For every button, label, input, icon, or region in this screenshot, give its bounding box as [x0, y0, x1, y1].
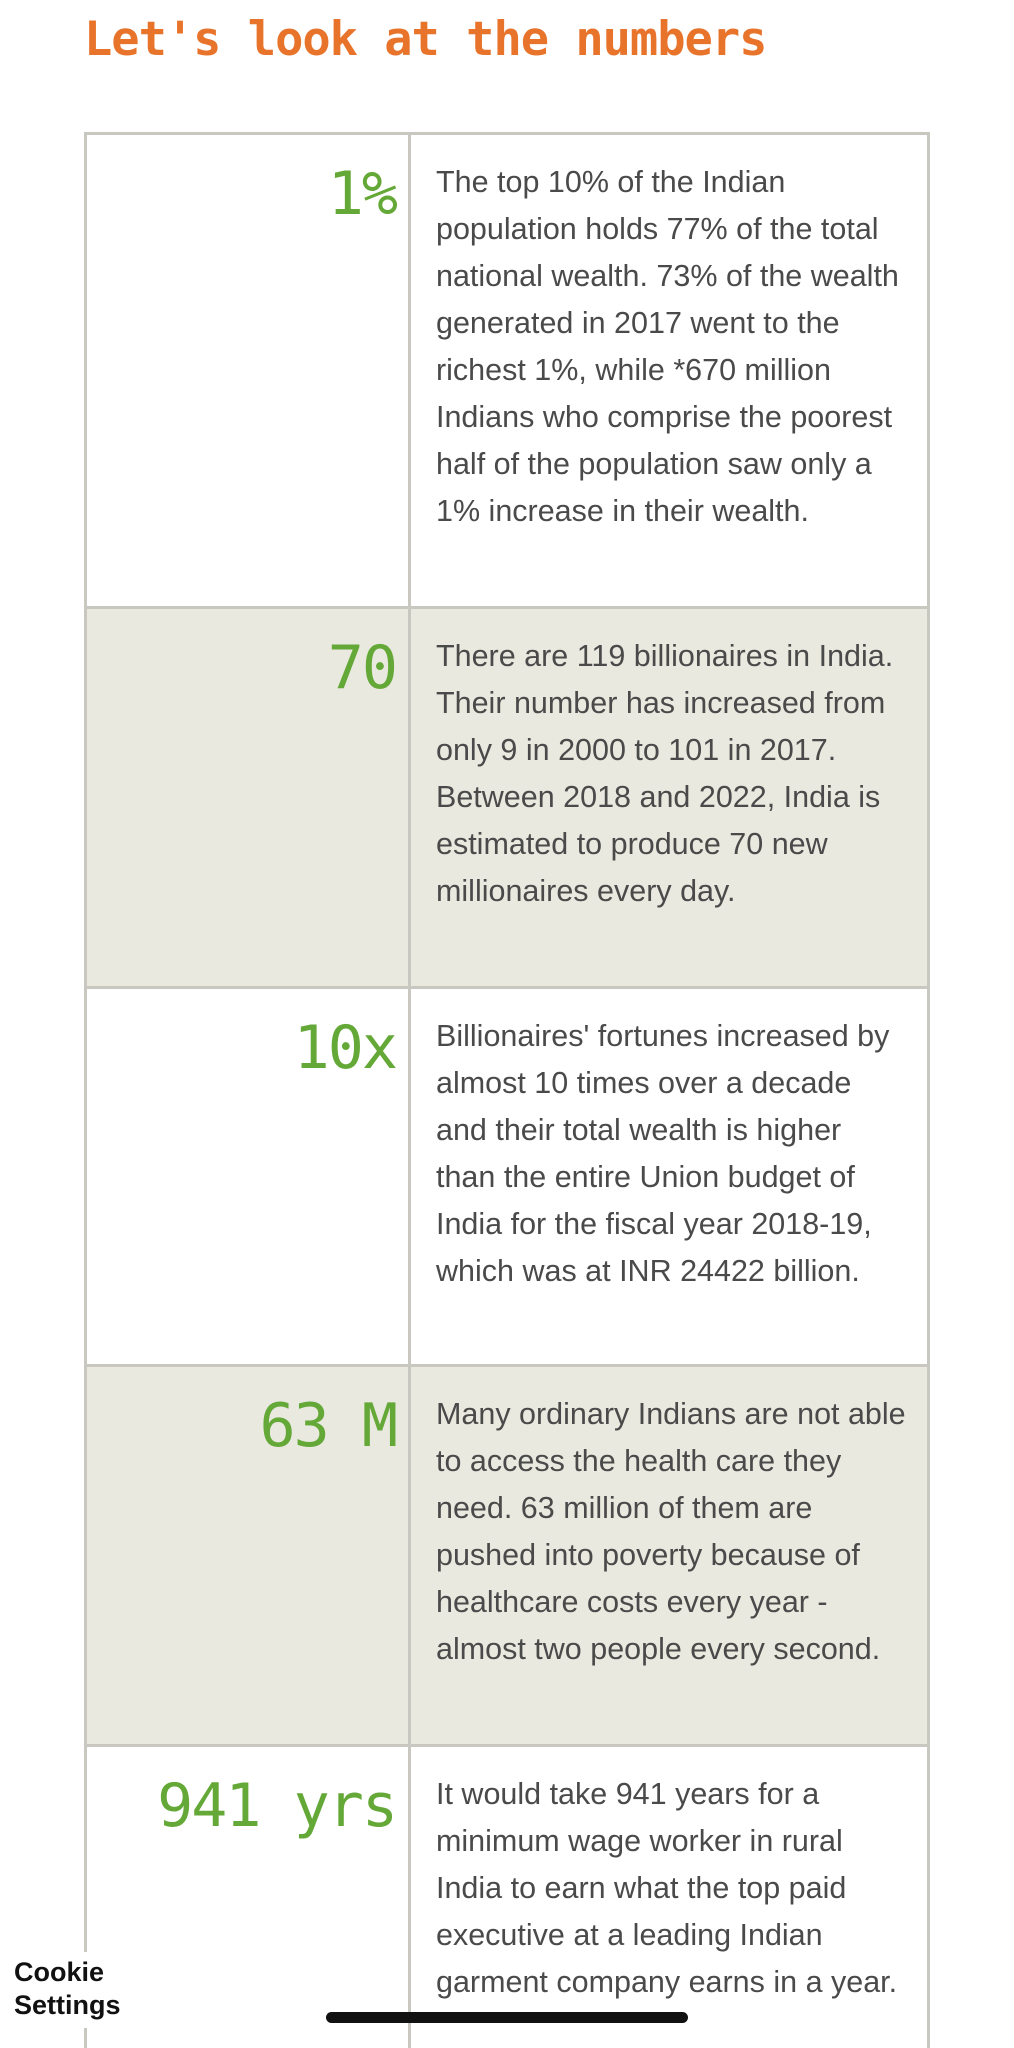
stat-description: Many ordinary Indians are not able to access the health care they need. 63 million of them are pushed into poverty because of healthcare costs every year - almost two people every second.: [436, 1397, 906, 1666]
stat-description: The top 10% of the Indian population holds 77% of the total national wealth. 73% of the wealth generated in 2017 went to the richest 1%, while *670 million Indians who comprise the poorest half of the population saw only a 1% increase in their wealth.: [436, 165, 899, 528]
stat-figure: 63 M: [259, 1391, 396, 1461]
column-divider: [408, 1367, 411, 1744]
stat-description: There are 119 billionaires in India. Their number has increased from only 9 in 2000 to 101 in 2017. Between 2018 and 2022, India is estimated to produce 70 new millionaires every day.: [436, 639, 894, 908]
stat-description: It would take 941 years for a minimum wage worker in rural India to earn what the top paid executive at a leading Indian garment company earns in a year.: [436, 1777, 898, 1999]
stat-row-2: [87, 609, 927, 989]
home-indicator[interactable]: [326, 2012, 688, 2023]
stat-figure: 10x: [293, 1013, 396, 1083]
column-divider: [408, 1747, 411, 2048]
stats-table: [84, 132, 930, 2048]
stat-row-4: [87, 1367, 927, 1747]
stat-row-3: [87, 989, 927, 1367]
stat-row-1: [87, 135, 927, 609]
column-divider: [408, 989, 411, 1364]
stat-figure: 70: [327, 633, 396, 703]
column-divider: [408, 135, 411, 606]
stat-row-5: [87, 1747, 927, 2048]
cookie-settings-button[interactable]: Cookie Settings: [14, 1952, 140, 2028]
column-divider: [408, 609, 411, 986]
stat-figure: 941 yrs: [157, 1771, 396, 1841]
stat-description: Billionaires' fortunes increased by almost 10 times over a decade and their total wealth is higher than the entire Union budget of India for the fiscal year 2018-19, which was at INR 24422 billion.: [436, 1019, 890, 1288]
stat-figure: 1%: [327, 159, 396, 229]
page-heading: Let's look at the numbers: [84, 12, 767, 67]
